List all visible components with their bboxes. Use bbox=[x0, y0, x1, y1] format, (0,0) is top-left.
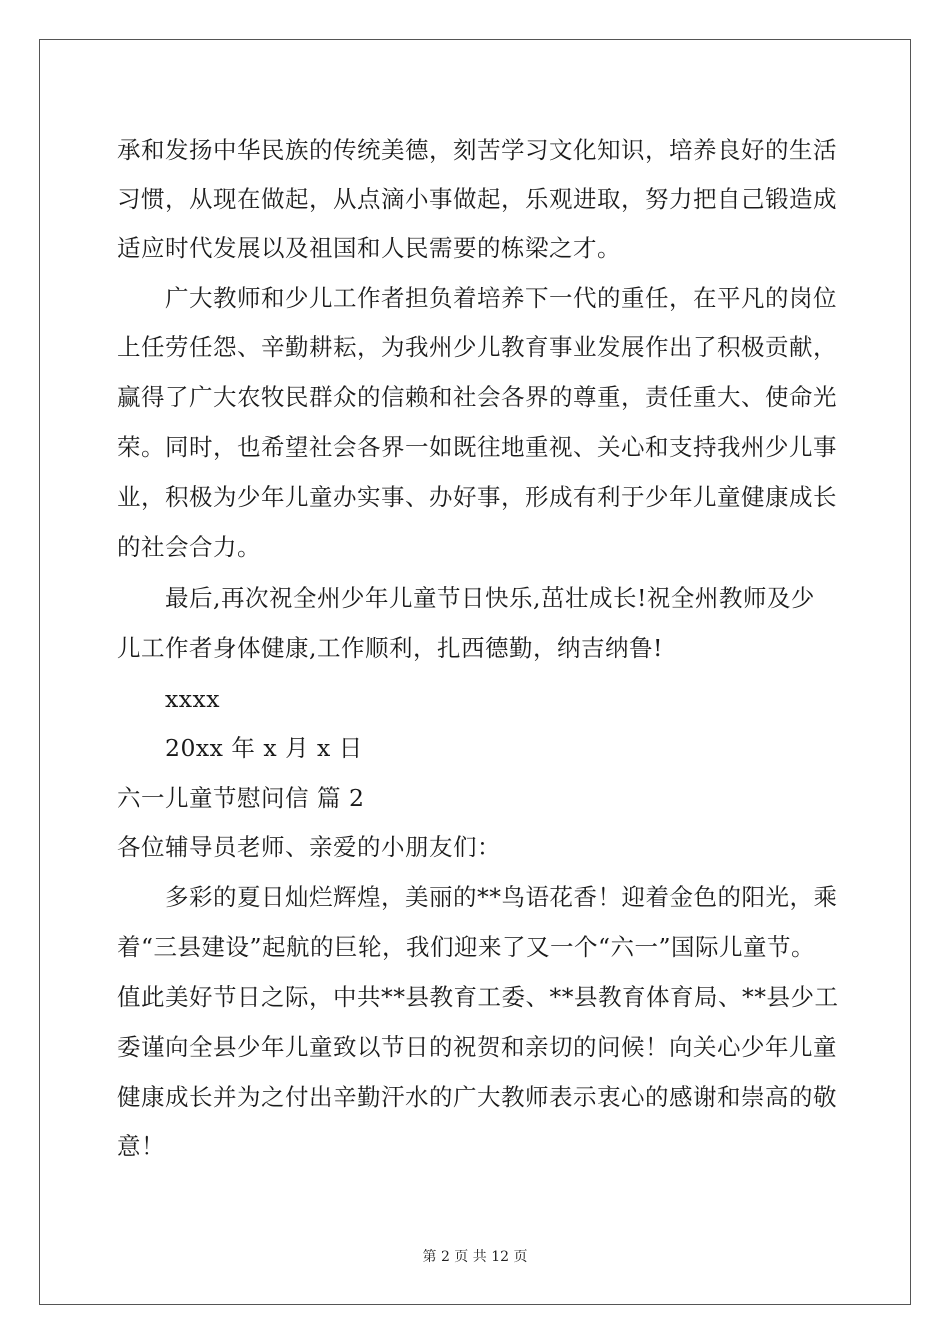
text-line: 承和发扬中华民族的传统美德，刻苦学习文化知识，培养良好的生活 bbox=[117, 136, 837, 164]
text-line: 荣。同时，也希望社会各界一如既往地重视、关心和支持我州少儿事 bbox=[117, 433, 837, 461]
text-line: 赢得了广大农牧民群众的信赖和社会各界的尊重，责任重大、使命光 bbox=[117, 383, 837, 411]
page-border bbox=[39, 39, 911, 1305]
text-line: 适应时代发展以及祖国和人民需要的栋梁之才。 bbox=[117, 234, 621, 262]
text-line: 值此美好节日之际，中共**县教育工委、**县教育体育局、**县少工 bbox=[117, 983, 839, 1011]
text-line: 委谨向全县少年儿童致以节日的祝贺和亲切的问候！向关心少年儿童 bbox=[117, 1033, 837, 1061]
text-line: 着“三县建设”起航的巨轮，我们迎来了又一个“六一”国际儿童节。 bbox=[117, 933, 816, 961]
page-footer: 第 2 页 共 12 页 bbox=[422, 1249, 528, 1265]
signature: xxxx bbox=[165, 685, 221, 713]
text-line: 最后,再次祝全州少年儿童节日快乐,茁壮成长!祝全州教师及少 bbox=[165, 584, 815, 612]
text-line: 上任劳任怨、辛勤耕耘，为我州少儿教育事业发展作出了积极贡献， bbox=[117, 333, 837, 361]
text-line: 业，积极为少年儿童办实事、办好事，形成有利于少年儿童健康成长 bbox=[117, 483, 837, 511]
date: 20xx 年 x 月 x 日 bbox=[165, 734, 363, 762]
text-line: 广大教师和少儿工作者担负着培养下一代的重任，在平凡的岗位 bbox=[165, 284, 837, 312]
text-line: 多彩的夏日灿烂辉煌，美丽的**鸟语花香！迎着金色的阳光，乘 bbox=[165, 883, 838, 911]
salutation: 各位辅导员老师、亲爱的小朋友们： bbox=[117, 833, 501, 861]
text-line: 的社会合力。 bbox=[117, 533, 261, 561]
text-line: 意！ bbox=[117, 1132, 165, 1160]
section-heading: 六一儿童节慰问信 篇 2 bbox=[117, 784, 365, 812]
text-line: 习惯，从现在做起，从点滴小事做起，乐观进取，努力把自己锻造成 bbox=[117, 185, 837, 213]
text-line: 儿工作者身体健康,工作顺利，扎西德勤，纳吉纳鲁! bbox=[117, 634, 663, 662]
text-line: 健康成长并为之付出辛勤汗水的广大教师表示衷心的感谢和崇高的敬 bbox=[117, 1083, 837, 1111]
